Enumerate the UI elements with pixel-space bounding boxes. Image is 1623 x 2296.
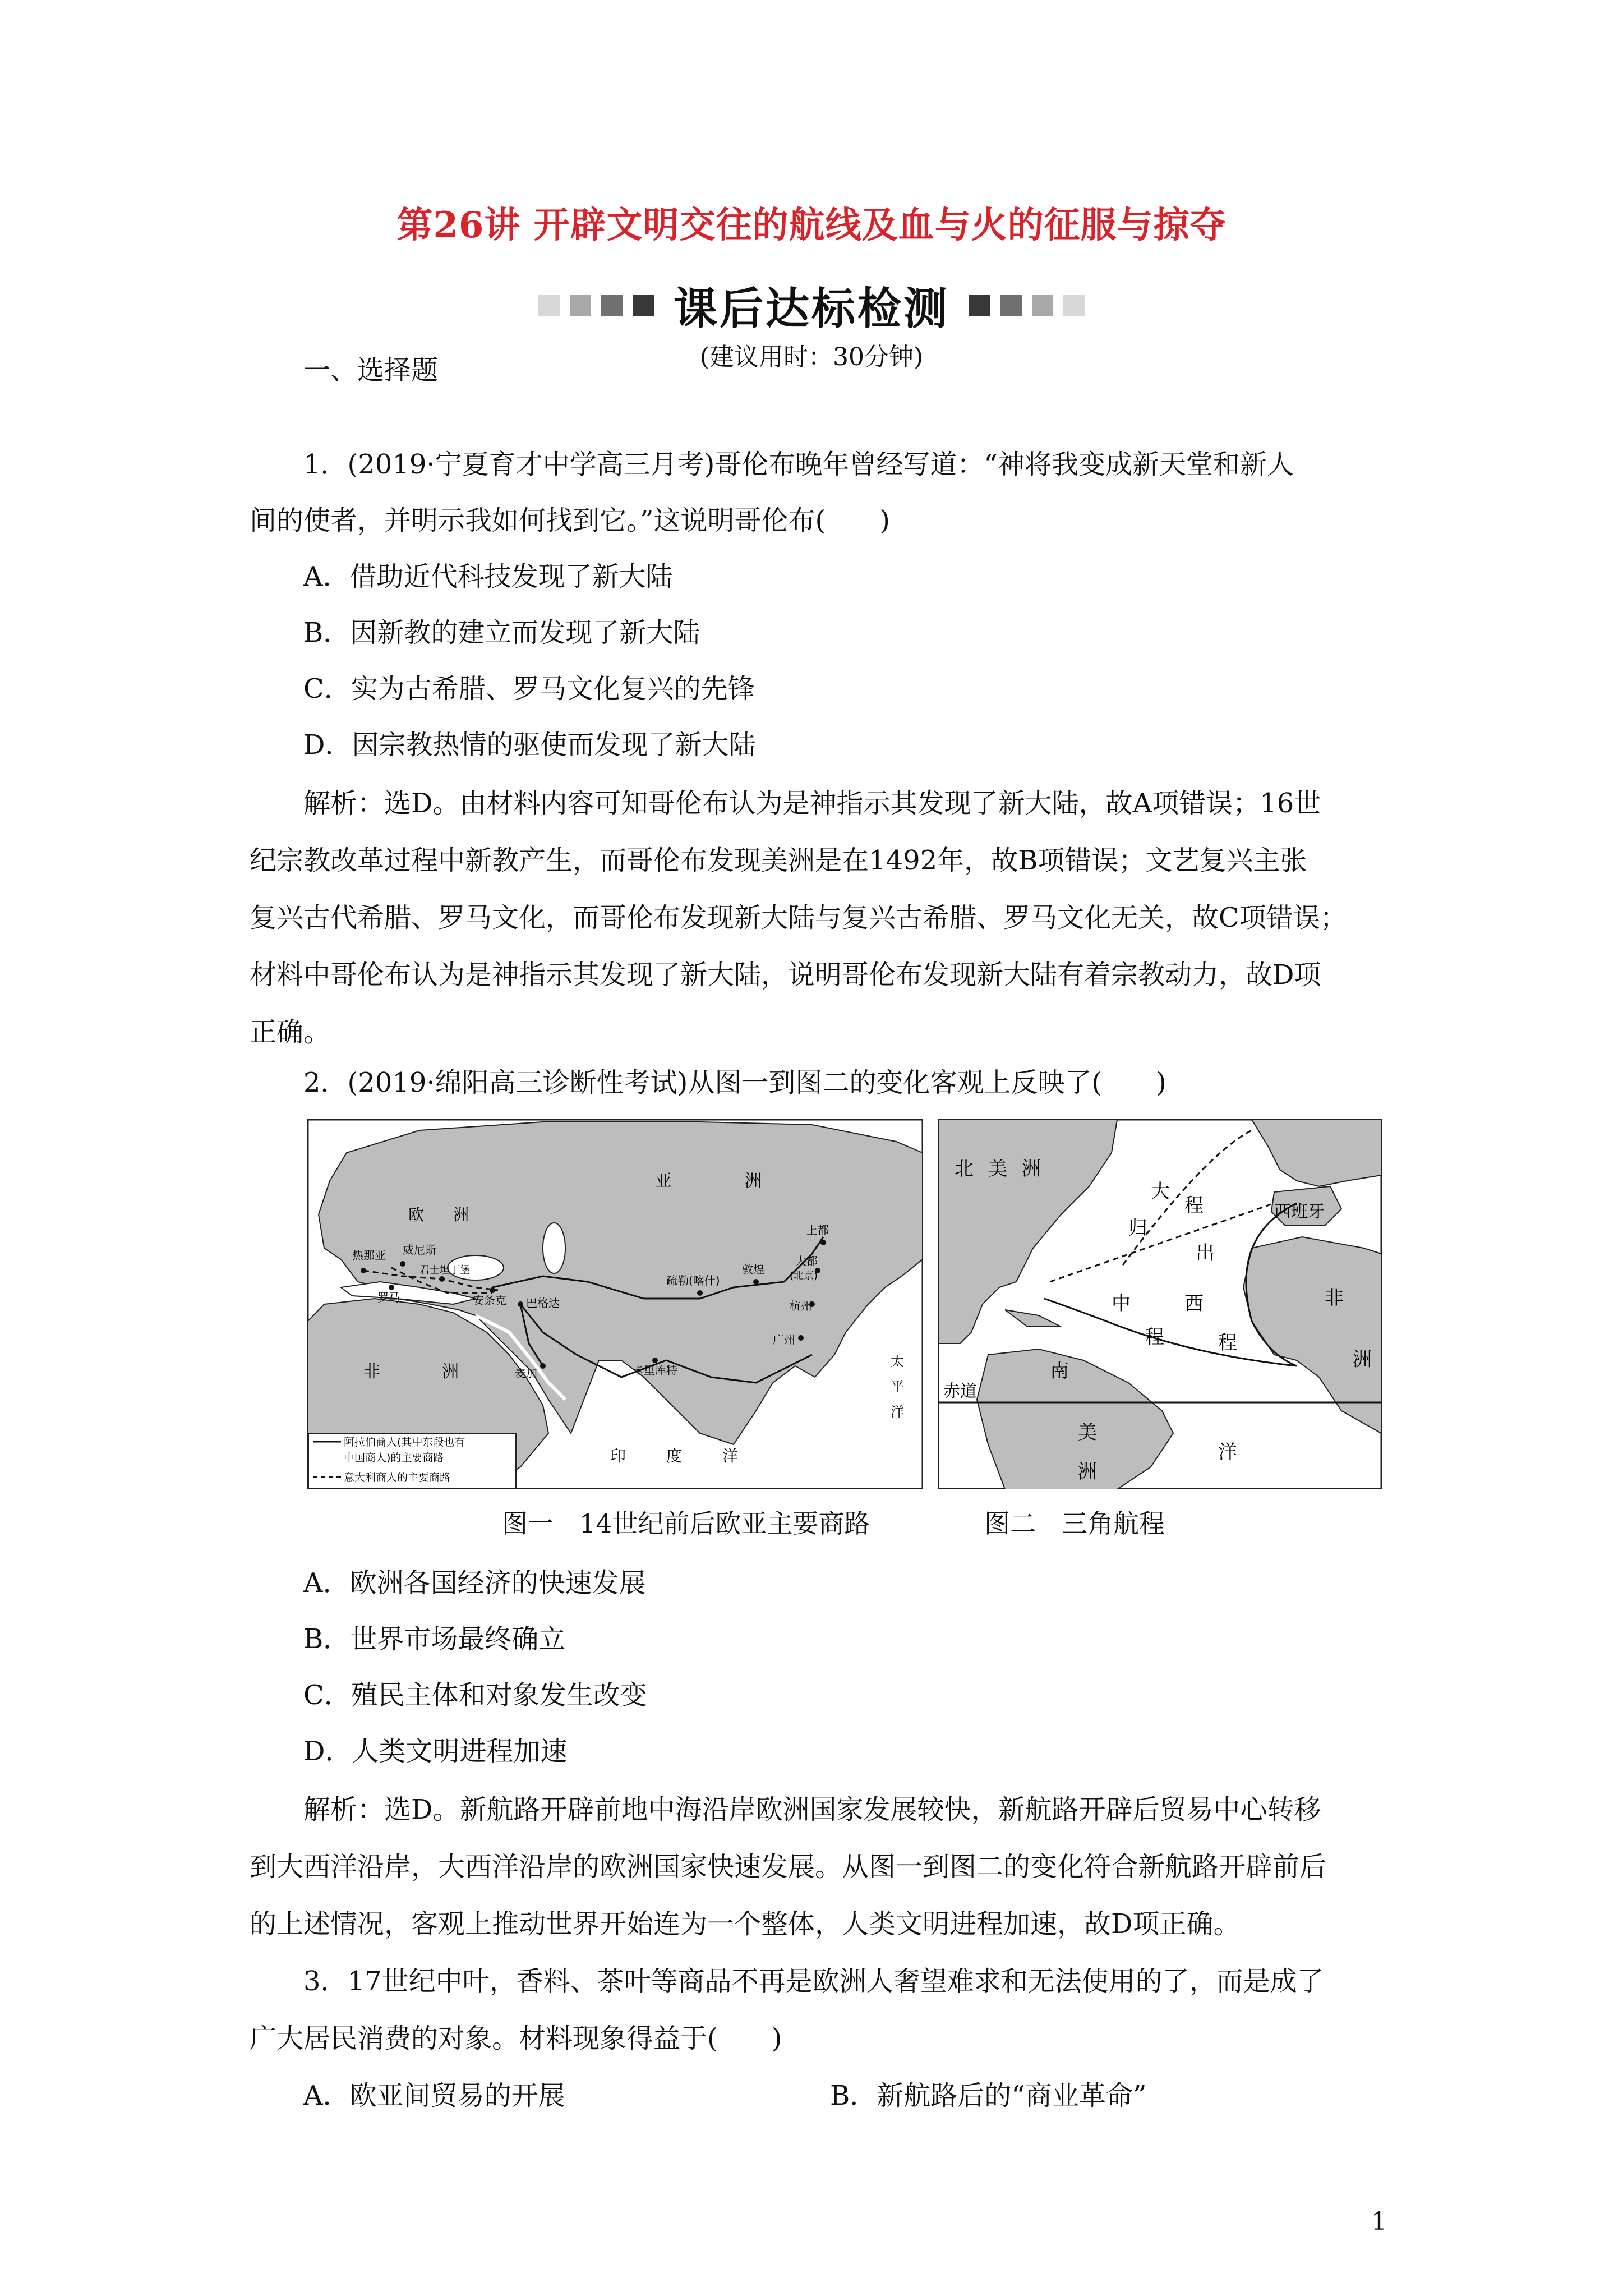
q1-analysis-line1: 解析：选D。由材料内容可知哥伦布认为是神指示其发现了新大陆，故A项错误；16世 [303, 788, 1321, 819]
map1-city-antioch: 安条克 [473, 1294, 506, 1307]
map1-label-africa: 非 [363, 1362, 380, 1382]
map1-label-asia2: 洲 [745, 1171, 762, 1191]
q1-analysis-line2: 纪宗教改革过程中新教产生，而哥伦布发现美洲是在1492年，故B项错误；文艺复兴主张 [250, 845, 1307, 876]
map2-label-big: 大 [1151, 1180, 1170, 1203]
banner-square [538, 295, 560, 316]
map1-city-hangzhou: 杭州 [790, 1299, 812, 1313]
map1-legend-line1: 阿拉伯商人(其中东段也有 [344, 1436, 465, 1448]
map2-label-namerica1: 北 [955, 1158, 974, 1180]
q2-analysis-line3: 的上述情况，客观上推动世界开始连为一个整体，人类文明进程加速，故D项正确。 [250, 1908, 1241, 1940]
map2-label-namerica2: 美 [988, 1158, 1007, 1180]
q2-analysis-line1: 解析：选D。新航路开辟前地中海沿岸欧洲国家发展较快，新航路开辟后贸易中心转移 [303, 1794, 1321, 1825]
map1-label-asia: 亚 [655, 1171, 672, 1191]
q2-option-b: B．世界市场最终确立 [303, 1623, 566, 1655]
map2-label-cheng: 程 [1184, 1194, 1204, 1217]
map1-city-dunhuang: 敦煌 [742, 1263, 764, 1276]
map1-label-pacific2: 平 [891, 1379, 904, 1395]
map2-label-equator: 赤道 [943, 1382, 977, 1401]
map1-label-europe2: 洲 [453, 1205, 469, 1224]
banner-square [570, 295, 591, 316]
map-trade-routes [307, 1119, 923, 1489]
map1-legend-line2: 中国商人)的主要商路 [344, 1452, 444, 1464]
q3-stem-line1: 3．17世纪中叶，香料、茶叶等商品不再是欧洲人奢望难求和无法使用的了，而是成了 [303, 1966, 1324, 1997]
map1-city-guangzhou: 广州 [773, 1333, 795, 1346]
map1-label-indian2: 度 [666, 1447, 683, 1465]
map2-label-africa2: 洲 [1353, 1349, 1372, 1371]
banner-square [601, 295, 623, 316]
q2-option-a: A．欧洲各国经济的快速发展 [303, 1567, 646, 1599]
map2-label-namerica3: 洲 [1022, 1158, 1041, 1180]
map1-legend-line3: 意大利商人的主要商路 [344, 1471, 451, 1484]
map-triangle-trade [938, 1119, 1382, 1489]
map1-label-europe: 欧 [408, 1205, 425, 1224]
map1-label-indian3: 洋 [722, 1447, 739, 1465]
map2-label-chu: 出 [1196, 1242, 1215, 1264]
q1-analysis-line3: 复兴古代希腊、罗马文化，而哥伦布发现新大陆与复兴古希腊、罗马文化无关，故C项错误； [250, 902, 1347, 933]
map1-city-genoa: 热那亚 [352, 1249, 386, 1262]
q1-analysis-line5: 正确。 [250, 1016, 331, 1048]
section-heading: 一、选择题 [303, 355, 439, 386]
map1-city-shangdu: 上都 [806, 1223, 829, 1237]
banner-square [1032, 295, 1053, 316]
q1-option-c: C．实为古希腊、罗马文化复兴的先锋 [303, 673, 755, 705]
banner-square [633, 295, 654, 316]
q2-option-d: D．人类文明进程加速 [303, 1736, 568, 1767]
q1-stem-line1: 1．(2019·宁夏育才中学高三月考)哥伦布晚年曾经写道：“神将我变成新天堂和新人 [303, 449, 1294, 480]
q1-option-a: A．借助近代科技发现了新大陆 [303, 561, 673, 592]
q1-analysis-line4: 材料中哥伦布认为是神指示其发现了新大陆，说明哥伦布发现新大陆有着宗教动力，故D项 [250, 959, 1321, 991]
map2-label-cheng3: 程 [1218, 1332, 1237, 1354]
map2-label-south: 南 [1050, 1360, 1069, 1382]
banner-square [1000, 295, 1022, 316]
map1-city-kashgar: 疏勒(喀什) [666, 1274, 720, 1287]
q2-stem: 2．(2019·绵阳高三诊断性考试)从图一到图二的变化客观上反映了( ) [303, 1067, 1166, 1098]
map1-city-constantinople: 君士坦丁堡 [419, 1264, 470, 1276]
map1-city-calicut: 卡里库特 [633, 1364, 677, 1377]
q1-option-d: D．因宗教热情的驱使而发现了新大陆 [303, 729, 756, 761]
section-banner [0, 274, 1623, 337]
map2-label-africa1: 非 [1325, 1287, 1344, 1309]
map2-label-yang: 洋 [1218, 1441, 1237, 1464]
q1-stem-line2: 间的使者，并明示我如何找到它。”这说明哥伦布( ) [250, 505, 890, 536]
banner-square [969, 295, 990, 316]
map2-label-samerica2: 洲 [1078, 1461, 1097, 1483]
map1-city-beijing: (北京) [790, 1270, 818, 1282]
map2-label-xi: 西 [1184, 1292, 1204, 1315]
q3-stem-line2: 广大居民消费的对象。材料现象得益于( ) [250, 2023, 782, 2054]
q2-option-c: C．殖民主体和对象发生改变 [303, 1680, 647, 1711]
map1-label-pacific1: 太 [891, 1354, 904, 1369]
map2-label-spain: 西班牙 [1274, 1202, 1325, 1222]
map1-caption: 图一 14世纪前后欧亚主要商路 [502, 1508, 870, 1539]
suggested-time: (建议用时：30分钟) [699, 343, 924, 371]
map1-label-africa2: 洲 [442, 1362, 459, 1382]
map1-city-rome: 罗马 [377, 1291, 400, 1304]
banner-title: 课后达标检测 [673, 284, 949, 334]
map2-label-zhong: 中 [1112, 1292, 1131, 1315]
banner-square [1063, 295, 1085, 316]
page-number: 1 [1371, 2207, 1387, 2236]
map2-label-gui: 归 [1128, 1217, 1147, 1239]
q2-analysis-line2: 到大西洋沿岸，大西洋沿岸的欧洲国家快速发展。从图一到图二的变化符合新航路开辟前后 [250, 1851, 1327, 1883]
q1-option-b: B．因新教的建立而发现了新大陆 [303, 617, 700, 648]
page-title: 第26讲 开辟文明交往的航线及血与火的征服与掠夺 [396, 204, 1227, 246]
map1-label-pacific3: 洋 [891, 1404, 904, 1420]
map1-city-venice: 威尼斯 [403, 1243, 436, 1257]
map1-city-mecca: 麦加 [515, 1366, 537, 1380]
map1-city-dadu: 大都 [795, 1254, 818, 1268]
q3-option-a: A．欧亚间贸易的开展 [303, 2080, 565, 2111]
map2-label-cheng2: 程 [1145, 1326, 1164, 1349]
map2-label-samerica1: 美 [1078, 1421, 1097, 1444]
map1-city-baghdad: 巴格达 [526, 1296, 560, 1310]
map1-label-indian1: 印 [610, 1447, 626, 1465]
q3-option-b: B．新航路后的“商业革命” [830, 2080, 1147, 2111]
map2-caption: 图二 三角航程 [984, 1508, 1165, 1539]
